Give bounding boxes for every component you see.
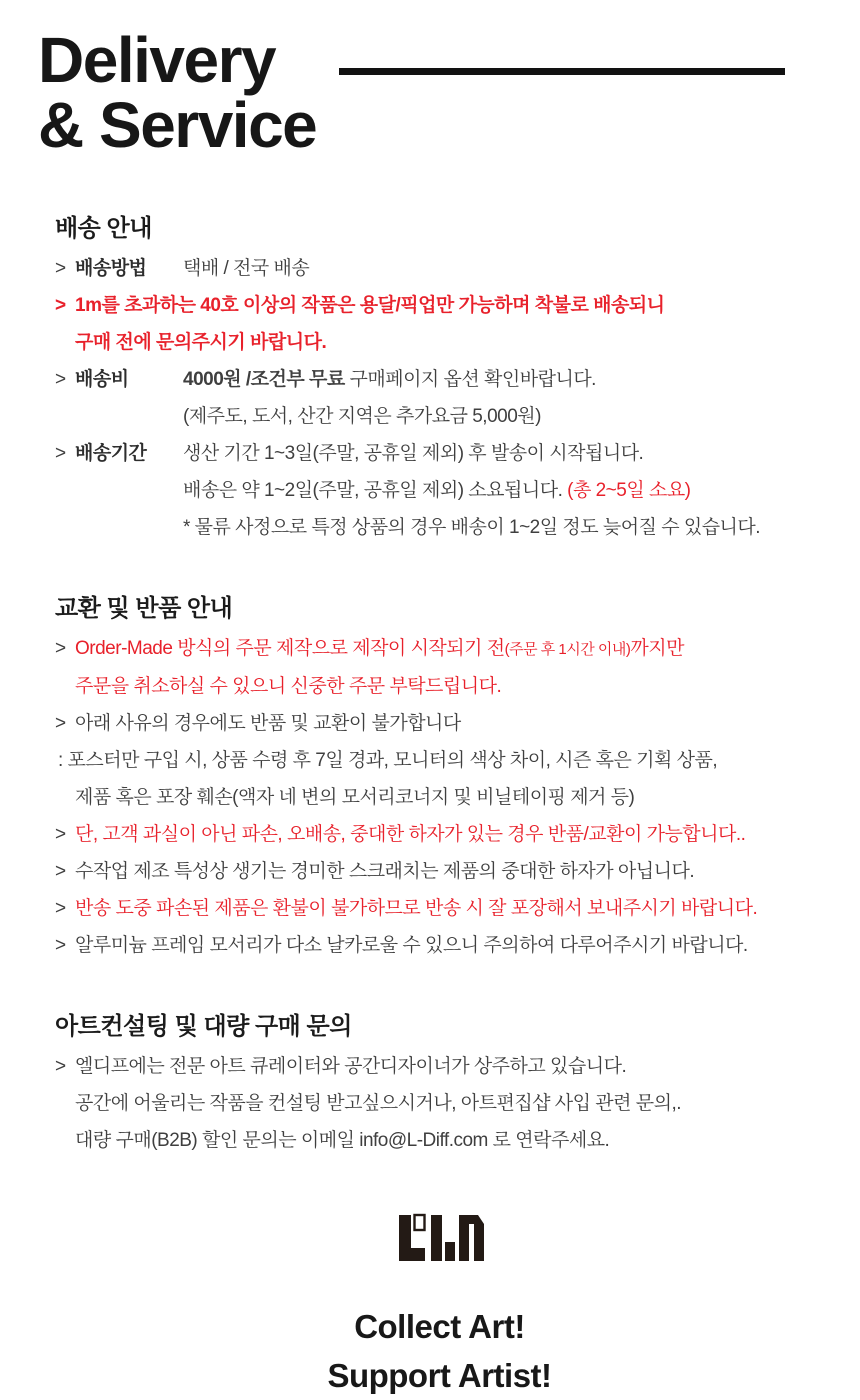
order-made-line2: 주문을 취소하실 수 있으니 신중한 주문 부탁드립니다.: [75, 676, 502, 697]
consulting-line1: > 엘디프에는 전문 아트 큐레이터와 공간디자이너가 상주하고 있습니다.: [55, 1048, 824, 1085]
cancel-window-note: (주문 후 1시간 이내): [504, 641, 631, 658]
shipping-body: [55, 250, 824, 546]
shipping-period-line1: 생산 기간 1~3일(주말, 공휴일 제외) 후 발송이 시작됩니다.: [183, 443, 644, 464]
chevron-marker: >: [55, 824, 66, 845]
exchange-possible-line: > 단, 고객 과실이 아닌 파손, 오배송, 중대한 하자가 있는 경우 반품/교환이 가능합니다..: [55, 816, 824, 853]
contact-email: info@L-Diff.com: [359, 1130, 488, 1151]
header: [0, 0, 860, 161]
chevron-marker: >: [55, 935, 66, 956]
chevron-marker: >: [55, 295, 66, 316]
scratch-notice-line: > 수작업 제조 특성상 생기는 경미한 스크래치는 제품의 중대한 하자가 아닙니다.: [55, 853, 824, 890]
oversize-notice-line1: > 1m를 초과하는 40호 이상의 작품은 용달/픽업만 가능하며 착불로 배송되니: [55, 287, 824, 324]
shipping-period-line3: * 물류 사정으로 특정 상품의 경우 배송이 1~2일 정도 늦어질 수 있습니다.: [183, 517, 761, 538]
chevron-marker: >: [55, 638, 66, 659]
shipping-method-label: > 배송방법: [55, 250, 183, 287]
consulting-heading: 아트컨설팅 및 대량 구매 문의: [55, 1013, 352, 1040]
chevron-marker: >: [55, 713, 66, 734]
shipping-heading: 배송 안내: [55, 215, 152, 242]
chevron-marker: >: [55, 1056, 66, 1077]
return-damage-line: > 반송 도중 파손된 제품은 환불이 불가하므로 반송 시 잘 포장해서 보내주시기 바랍니다.: [55, 890, 824, 927]
slogan: [55, 1302, 824, 1400]
chevron-marker: >: [55, 898, 66, 919]
slogan-line2: Support Artist!: [327, 1357, 552, 1394]
shipping-method-value: 택배 / 전국 배송: [183, 258, 310, 279]
order-made-line1: > Order-Made 방식의 주문 제작으로 제작이 시작되기 전(주문 후 1시간 이내)까지만: [55, 630, 824, 668]
consulting-section: [55, 1006, 824, 1159]
shipping-method-row: [55, 250, 824, 287]
returns-heading: 교환 및 반품 안내: [55, 595, 233, 622]
page-title: [38, 24, 860, 161]
shipping-period-label: > 배송기간: [55, 435, 183, 472]
chevron-marker: >: [55, 369, 66, 390]
ldiff-logo-icon: [396, 1211, 484, 1266]
frame-caution-line: > 알루미늄 프레임 모서리가 다소 날카로울 수 있으니 주의하여 다루어주시기 바랍니다.: [55, 927, 824, 964]
shipping-fee-value: 4000원 /조건부 무료 구매페이지 옵션 확인바랍니다.: [183, 369, 596, 390]
chevron-marker: >: [55, 861, 66, 882]
no-return-line3: 제품 혹은 포장 훼손(액자 네 변의 모서리코너지 및 비닐테이핑 제거 등): [75, 787, 635, 808]
title-rule-divider: [339, 68, 785, 75]
shipping-section: [55, 208, 824, 546]
no-return-line1: > 아래 사유의 경우에도 반품 및 교환이 불가합니다: [55, 705, 824, 742]
no-return-line2: : 포스터만 구입 시, 상품 수령 후 7일 경과, 모니터의 색상 차이, 시즌 혹은 기획 상품,: [58, 750, 718, 771]
consulting-line3: 대량 구매(B2B) 할인 문의는 이메일 info@L-Diff.com 로 연락주세요.: [75, 1130, 610, 1151]
shipping-period-row: [55, 435, 824, 472]
footer: [55, 1211, 824, 1400]
shipping-fee-label: > 배송비: [55, 361, 183, 398]
page-title-line1: Delivery: [38, 24, 276, 96]
shipping-fee-note: (제주도, 도서, 산간 지역은 추가요금 5,000원): [183, 406, 541, 427]
shipping-fee-row: [55, 361, 824, 398]
returns-section: [55, 588, 824, 964]
shipping-fee-price: 4000원 /조건부 무료: [183, 369, 345, 390]
chevron-marker: >: [55, 443, 66, 464]
consulting-body: [55, 1048, 824, 1159]
returns-body: [55, 630, 824, 964]
chevron-marker: >: [55, 258, 66, 279]
total-days-note: (총 2~5일 소요): [567, 480, 691, 501]
oversize-notice-line2: 구매 전에 문의주시기 바랍니다.: [75, 332, 327, 353]
page-title-line2: & Service: [38, 89, 317, 161]
consulting-line2: 공간에 어울리는 작품을 컨설팅 받고싶으시거나, 아트편집샵 사입 관련 문의,.: [75, 1093, 682, 1114]
shipping-period-line2: 배송은 약 1~2일(주말, 공휴일 제외) 소요됩니다. (총 2~5일 소요): [183, 480, 691, 501]
content: [0, 208, 860, 1400]
slogan-line1: Collect Art!: [354, 1308, 525, 1345]
